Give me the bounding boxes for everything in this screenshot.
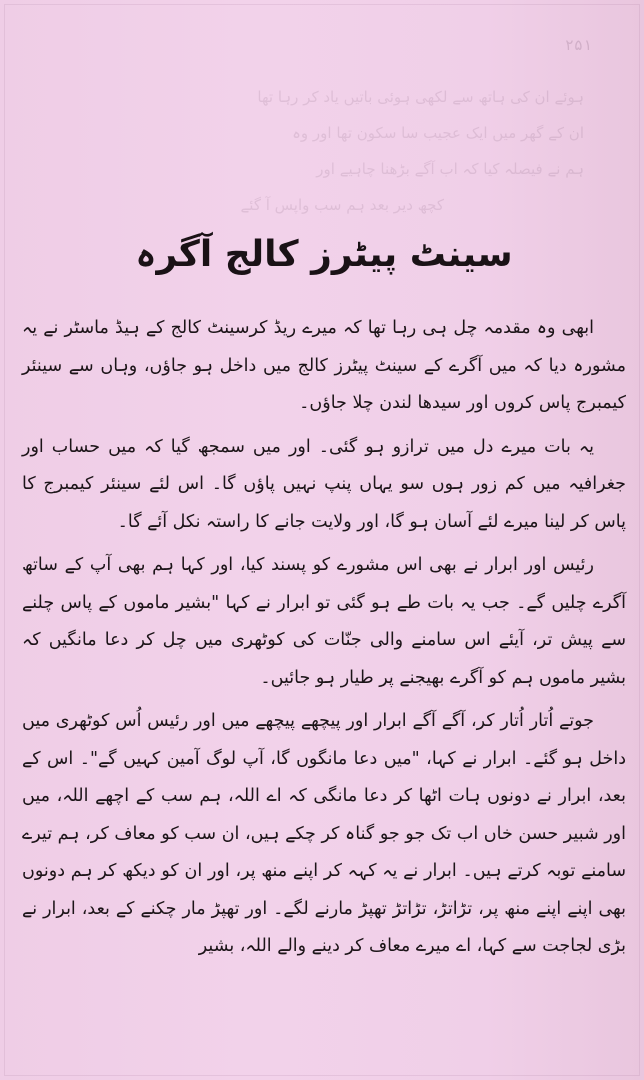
- paragraph: ابھی وہ مقدمہ چل ہی رہا تھا کہ میرے ریڈ کرسینٹ کالج کے ہیڈ ماسٹر نے یہ مشورہ دیا کہ میں آگرے کے سینٹ پیٹرز کالج میں داخل ہو جاؤں، وہاں سے سینئر کیمبرج پاس کروں اور سیدھا لندن چلا جاؤں۔: [22, 318, 626, 413]
- bleed-through-line: ہوئے ان کی ہاتھ سے لکھی ہوئی باتیں یاد کر رہا تھا: [257, 88, 584, 106]
- bleed-through-line: کچھ دیر بعد ہم سب واپس آ گئے: [240, 196, 444, 214]
- bleed-through-line: ان کے گھر میں ایک عجیب سا سکون تھا اور وہ: [292, 124, 584, 142]
- paragraph: جوتے اُتار اُتار کر، آگے آگے ابرار اور پیچھے پیچھے میں اور رئیس اُس کوٹھری میں داخل ہو گئے۔ ابرار نے کہا، "میں دعا مانگوں گا، آپ لوگ آمین کہیں گے"۔ اس کے بعد، ابرار نے دونوں ہات اٹھا کر دعا مانگی کہ اے اللہ، ہم سب کے اچھے اللہ، میں اور شبیر حسن خاں اب تک جو جو گناہ کر چکے ہیں، ان سب کو معاف کر، ہم تیرے سامنے توبہ کرتے ہیں۔ ابرار نے یہ کہہ کر اپنے منھ پر، اور ان کو دیکھ کر ہم دونوں بھی اپنے اپنے منھ پر، تڑاتڑ، تڑاتڑ تھپڑ مارنے لگے۔ اور تھپڑ مار چکنے کے بعد، ابرار نے بڑی لجاجت سے کہا، اے میرے معاف کر دینے والے اللہ، بشیر: [22, 711, 626, 956]
- paragraph: یہ بات میرے دل میں ترازو ہو گئی۔ اور میں سمجھ گیا کہ میں حساب اور جغرافیہ میں کم زور ہوں سو یہاں پنپ نہیں پاؤں گا۔ اس لئے سینئر کیمبرج کا پاس کر لینا میرے لئے آسان ہو گا، اور ولایت جانے کا راستہ نکل آئے گا۔: [22, 436, 626, 532]
- chapter-body: [22, 310, 626, 966]
- bleed-through-line: ہم نے فیصلہ کیا کہ اب آگے بڑھنا چاہیے اور: [316, 160, 584, 178]
- paragraph: رئیس اور ابرار نے بھی اس مشورے کو پسند کیا، اور کہا ہم بھی آپ کے ساتھ آگرے چلیں گے۔ جب یہ بات طے ہو گئی تو ابرار نے کہا "بشیر ماموں کے پاس چلنے سے پیش تر، آیئے اس سامنے والی جنّات کی کوٹھری میں چل کر دعا مانگیں کہ بشیر ماموں ہم کو آگرے بھیجنے پر طیار ہو جائیں۔: [22, 555, 626, 688]
- bleed-through-page-number: ۲۵۱: [564, 36, 592, 54]
- chapter-title: سینٹ پیٹرز کالج آگرہ: [135, 234, 513, 276]
